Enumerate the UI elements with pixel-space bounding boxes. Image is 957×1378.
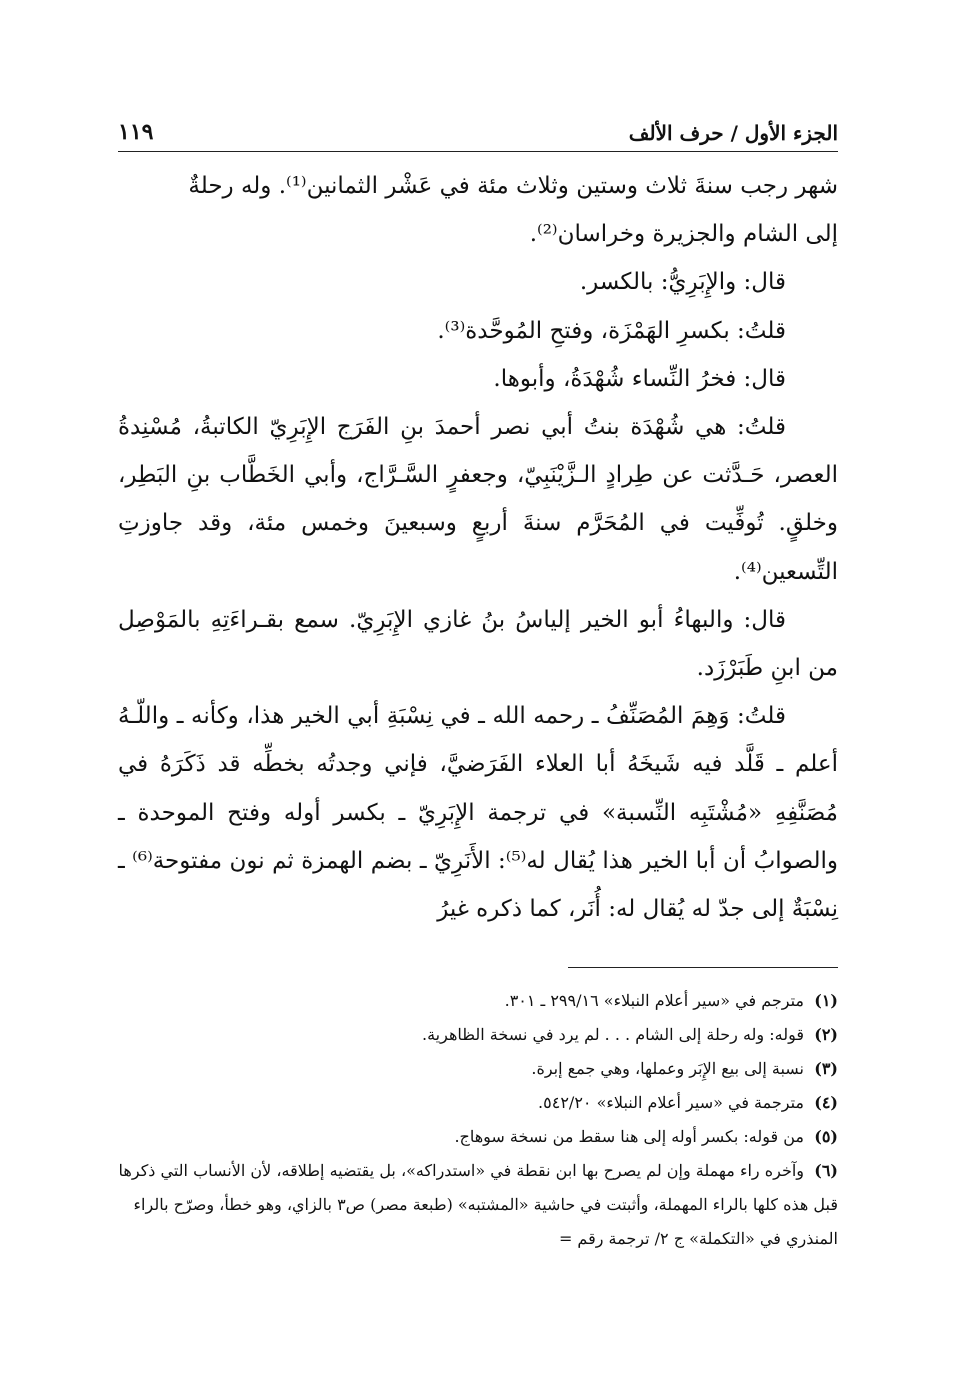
footnote	[118, 984, 838, 1018]
footnote-number: (٤)	[814, 1093, 838, 1113]
footnote	[118, 1120, 838, 1154]
footnote-text: نسبة إلى بيع الإِبَر وعملها، وهي جمع إبرة.	[531, 1059, 804, 1079]
paragraph-qultu: قلتُ: بكسرِ الهَمْزَة، وفتحِ المُوحَّدة⁽³⁾.	[437, 317, 786, 344]
main-text	[118, 162, 838, 933]
page-header	[118, 105, 838, 145]
footnote-text: مترجمة في «سير أعلام النبلاء» ٥٤٢/٢٠.	[538, 1093, 804, 1113]
footnote-text: قوله: وله رحلة إلى الشام . . . لم يرد في نسخة الظاهرية.	[422, 1025, 804, 1045]
footnote	[118, 1018, 838, 1052]
footnote-separator	[568, 967, 838, 968]
footnote-number: (٥)	[814, 1127, 838, 1147]
running-title: الجزء الأول / حرف الألف	[628, 121, 838, 145]
footnote-number: (٦)	[814, 1161, 838, 1181]
footnote	[118, 1052, 838, 1086]
book-page	[118, 105, 838, 1256]
footnote-number: (٢)	[814, 1025, 838, 1045]
paragraph-qultu: قلتُ: هي شُهْدَة بنتُ أبي نصر أحمدَ بنِ الفَرَج الإِبَرِيّ الكاتبةُ، مُسْنِدةُ العصر، حَـدَّثت عن طِرادٍ الـزَّيْنَبِيّ، وجعفرٍ السَّـرَّاج، وأبي الخَطَّاب بنِ البَطِر، وخلقٍ. تُوفِّيت في المُحَرَّم سنةَ أربعٍ وسبعينَ وخمس مئة، وقد جاوزتِ التِّسعين⁽⁴⁾.	[118, 414, 838, 585]
paragraph-qala: قال: فخرُ النِّساء شُهْدَةُ، وأبوها.	[493, 365, 786, 392]
paragraph-qultu: قلتُ: وَهِمَ المُصَنِّفُ ـ رحمه الله ـ في نِسْبَةِ أبي الخير هذا، وكأنه ـ واللّـهُ أعلم ـ قَلَّد فيه شَيخَهُ أبا العلاء الفَرَضيَّ، فإني وجدتُه بخطِّه قد ذَكَرَهُ في مُصَنَّفِهِ «مُشْتَبِه النِّسبة» في ترجمة الإِبَرِيّ ـ بكسر أوله وفتح الموحدة ـ والصوابُ أن أبا الخير هذا يُقال له⁽⁵⁾: الأَنَرِيّ ـ بضم الهمزة ثم نون مفتوحة⁽⁶⁾ ـ نِسْبَةٌ إلى جدّ له يُقال له: أُنَر، كما ذكره غيرُ	[118, 703, 839, 923]
footnote-number: (٣)	[814, 1059, 838, 1079]
footnote-text: وآخره راء مهملة وإن لم يصرح بها ابن نقطة في «استدراكه»، بل يقتضيه إطلاقه، لأن الأنساب التي ذكرها قبل هذه كلها بالراء المهملة، وأثبتت في حاشية «المشتبه» (طبعة مصر) ص٣ بالزاي، وهو خطأ، وصرّح بالراء المنذري في «التكملة» ج ٢/ ترجمة رقم =	[118, 1161, 838, 1249]
footnotes	[118, 984, 838, 1256]
footnote-text: من قوله: بكسر أوله إلى هنا سقط من نسخة سوهاج.	[454, 1127, 804, 1147]
footnote	[118, 1086, 838, 1120]
page-number: ١١٩	[118, 119, 154, 145]
text-line: شهر رجب سنةَ ثلاث وستين وثلاث مئة في عَشْر الثمانين⁽¹⁾. وله رحلةٌ	[188, 173, 838, 199]
footnote-text: مترجم في «سير أعلام النبلاء» ٢٩٩/١٦ ـ ٣٠١.	[504, 991, 804, 1011]
paragraph-qala: قال: والإِبَرِيُّ: بالكسر.	[579, 269, 786, 296]
text-line: إلى الشام والجزيرة وخراسان⁽²⁾.	[529, 221, 838, 248]
footnote	[118, 1154, 838, 1256]
header-rule	[118, 151, 838, 152]
footnote-number: (١)	[814, 991, 838, 1011]
paragraph-qala: قال: والبهاءُ أبو الخير إلياسُ بنُ غازي الإِبَرِيّ. سمع بقـراءَتِهِ بالمَوْصِل من ابنِ طَبَرْزَد.	[118, 606, 838, 682]
